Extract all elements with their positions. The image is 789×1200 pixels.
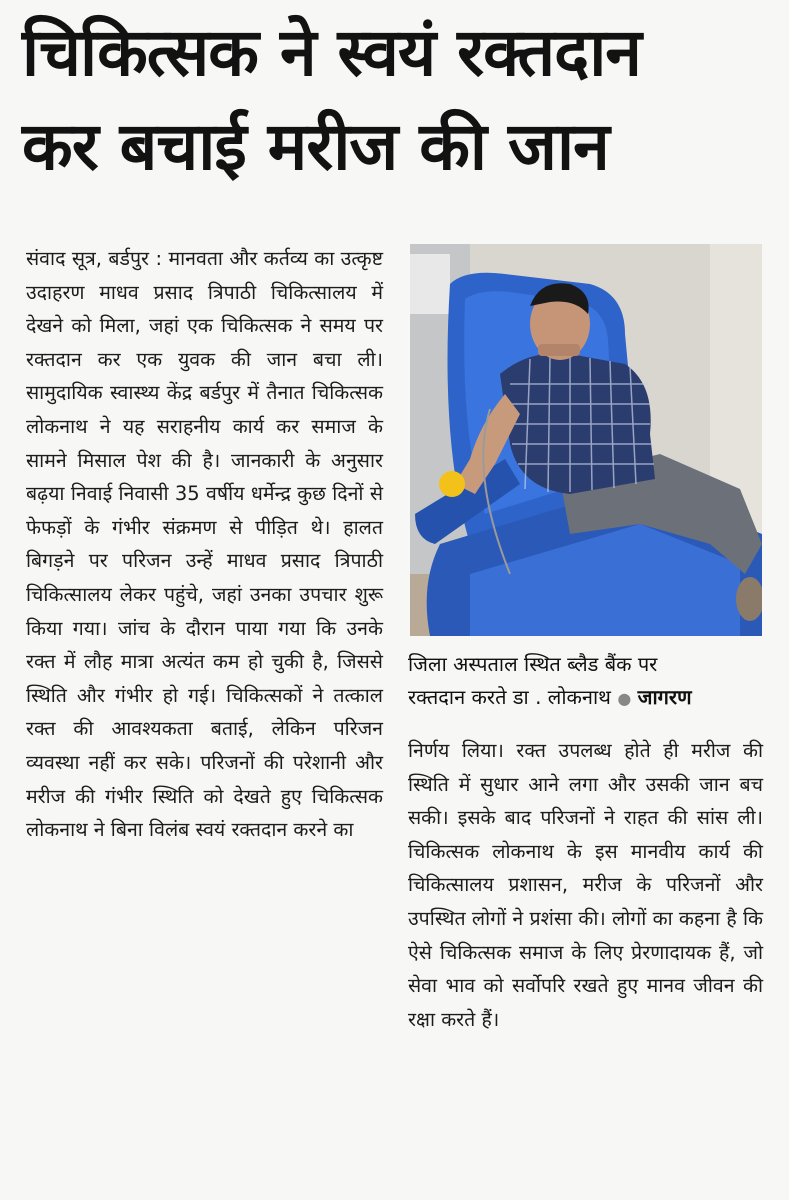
caption-line-2 <box>408 681 768 715</box>
caption-line-2-text: रक्तदान करते डा . लोकनाथ <box>408 685 611 709</box>
blood-donation-photo <box>410 244 762 636</box>
credit-dot-icon: ● <box>617 689 632 708</box>
photo-caption <box>408 648 768 715</box>
article-left-column: संवाद सूत्र, बर्डपुर : मानवता और कर्तव्य का उत्कृष्ट उदाहरण माधव प्रसाद त्रिपाठी चिकित्सालय में देखने को मिला, जहां एक चिकित्सक ने समय पर रक्तदान कर एक युवक की जान बचा ली। सामुदायिक स्वास्थ्य केंद्र बर्डपुर में तैनात चिकित्सक लोकनाथ ने यह सराहनीय कार्य कर समाज के सामने मिसाल पेश की है। जानकारी के अनुसार बढ़या निवाई निवासी 35 वर्षीय धर्मेन्द्र कुछ दिनों से फेफड़ों के गंभीर संक्रमण से पीड़ित थे। हालत बिगड़ने पर परिजन उन्हें माधव प्रसाद त्रिपाठी चिकित्सालय लेकर पहुंचे, जहां उनका उपचार शुरू किया गया। जांच के दौरान पाया गया कि उनके रक्त में लौह मात्रा अत्यंत कम हो चुकी है, जिससे स्थिति और गंभीर हो गई। चिकित्सकों ने तत्काल रक्त की आवश्यकता बताई, लेकिन परिजन व्यवस्था नहीं कर सके। परिजनों की परेशानी और मरीज की गंभीर स्थिति को देखते हुए चिकित्सक लोकनाथ ने बिना विलंब स्वयं रक्तदान करने का <box>26 247 383 842</box>
headline-line-1: चिकित्सक ने स्वयं रक्तदान <box>22 14 641 91</box>
caption-line-1: जिला अस्पताल स्थित ब्लैड बैंक पर <box>408 652 658 676</box>
headline <box>22 6 767 194</box>
headline-line-2: कर बचाई मरीज की जान <box>22 108 609 185</box>
photo-credit: जागरण <box>637 685 692 709</box>
article-right-column: निर्णय लिया। रक्त उपलब्ध होते ही मरीज की स्थिति में सुधार आने लगा और उसकी जान बच सकी। इसके बाद परिजनों ने राहत की सांस ली। चिकित्सक लोकनाथ के इस मानवीय कार्य की चिकित्सालय प्रशासन, मरीज के परिजनों और उपस्थित लोगों ने प्रशंसा की। लोगों का कहना है कि ऐसे चिकित्सक समाज के लिए प्रेरणादायक हैं, जो सेवा भाव को सर्वोपरि रखते हुए मानव जीवन की रक्षा करते हैं। <box>408 739 763 1031</box>
news-photo <box>410 244 762 636</box>
